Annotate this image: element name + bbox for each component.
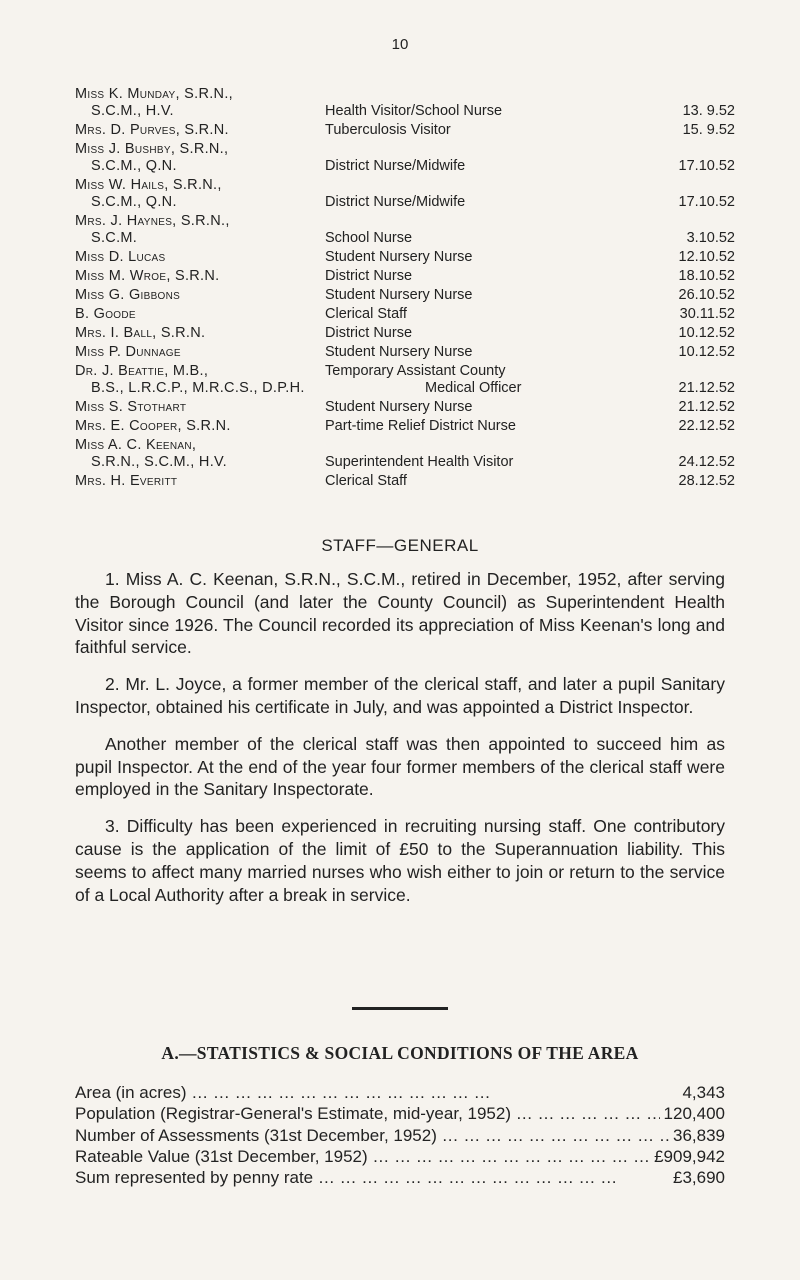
staff-name: Miss S. Stothart xyxy=(75,399,187,415)
appointment-row xyxy=(75,399,735,416)
appointment-row xyxy=(75,122,735,139)
appointment-date: 30.11.52 xyxy=(679,306,735,322)
staff-name: Miss P. Dunnage xyxy=(75,344,181,360)
staff-post: District Nurse xyxy=(325,325,413,341)
statistic-row xyxy=(75,1167,725,1188)
staff-name: B. Goode xyxy=(75,306,136,322)
statistic-row xyxy=(75,1125,725,1146)
staff-qualifications: S.R.N., S.C.M., H.V. xyxy=(91,454,227,470)
statistics-table xyxy=(75,1082,725,1188)
appointment-date: 13. 9.52 xyxy=(682,103,735,119)
appointment-date: 17.10.52 xyxy=(678,158,735,174)
staff-post: Superintendent Health Visitor xyxy=(325,454,514,470)
staff-name: Mrs. J. Haynes, S.R.N., xyxy=(75,213,230,229)
staff-post: District Nurse/Midwife xyxy=(325,194,466,210)
staff-name: Miss A. C. Keenan, xyxy=(75,437,197,453)
staff-post-continued: Medical Officer xyxy=(425,380,522,396)
appointment-date: 15. 9.52 xyxy=(682,122,735,138)
statistic-label: Area (in acres) … … … … … … … … … … … … … … xyxy=(75,1082,678,1103)
statistic-label: Sum represented by penny rate … … … … … … … … … … … … … … xyxy=(75,1167,669,1188)
staff-general-heading: STAFF—GENERAL xyxy=(321,536,479,555)
staff-name: Mrs. I. Ball, S.R.N. xyxy=(75,325,206,341)
staff-post: District Nurse xyxy=(325,268,413,284)
statistic-label: Population (Registrar-General's Estimate, mid-year, 1952) … … … … … … … … … … … … … … xyxy=(75,1103,660,1124)
appointments-list xyxy=(75,86,735,490)
paragraph: 2. Mr. L. Joyce, a former member of the clerical staff, and later a pupil Sanitary Inspector, obtained his certificate in July, and was appointed a District Inspector. xyxy=(75,674,725,717)
appointment-date: 21.12.52 xyxy=(678,380,735,396)
staff-post: Clerical Staff xyxy=(325,473,407,489)
staff-name: Mrs. H. Everitt xyxy=(75,473,178,489)
staff-qualifications: S.C.M. xyxy=(91,230,138,246)
appointment-row xyxy=(75,306,735,323)
staff-name: Miss G. Gibbons xyxy=(75,287,181,303)
appointment-row xyxy=(75,268,735,285)
statistic-row xyxy=(75,1146,725,1167)
appointment-row xyxy=(75,249,735,266)
staff-name: Miss D. Lucas xyxy=(75,249,166,265)
staff-post: Student Nursery Nurse xyxy=(325,344,473,360)
staff-name: Miss K. Munday, S.R.N., xyxy=(75,86,233,102)
page-number: 10 xyxy=(391,36,409,53)
appointment-row xyxy=(75,437,735,471)
appointment-row xyxy=(75,473,735,490)
statistic-value: 36,839 xyxy=(673,1125,725,1145)
section-divider xyxy=(352,1007,448,1010)
statistic-value: £3,690 xyxy=(673,1168,725,1188)
appointment-date: 28.12.52 xyxy=(678,473,735,489)
paragraph: Another member of the clerical staff was then appointed to succeed him as pupil Inspector. At the end of the year four former members of the clerical staff were employed in the Sanitary Inspectorate. xyxy=(75,733,725,800)
staff-post: Tuberculosis Visitor xyxy=(325,122,451,138)
statistic-value: 120,400 xyxy=(663,1104,725,1124)
appointment-date: 26.10.52 xyxy=(678,287,735,303)
appointment-date: 3.10.52 xyxy=(686,230,735,246)
appointment-date: 24.12.52 xyxy=(678,454,735,470)
staff-qualifications: B.S., L.R.C.P., M.R.C.S., D.P.H. xyxy=(91,380,305,396)
staff-qualifications: S.C.M., Q.N. xyxy=(91,194,177,210)
statistic-label: Rateable Value (31st December, 1952) … … … … … … … … … … … … … … xyxy=(75,1146,650,1167)
staff-post: District Nurse/Midwife xyxy=(325,158,466,174)
appointment-date: 12.10.52 xyxy=(678,249,735,265)
appointment-row xyxy=(75,177,735,211)
staff-name: Miss M. Wroe, S.R.N. xyxy=(75,268,220,284)
staff-name: Mrs. D. Purves, S.R.N. xyxy=(75,122,229,138)
staff-post: Student Nursery Nurse xyxy=(325,249,473,265)
staff-name: Dr. J. Beattie, M.B., xyxy=(75,363,209,379)
appointment-date: 21.12.52 xyxy=(678,399,735,415)
staff-post: Part-time Relief District Nurse xyxy=(325,418,516,434)
staff-qualifications: S.C.M., H.V. xyxy=(91,103,174,119)
appointment-row xyxy=(75,363,735,397)
staff-qualifications: S.C.M., Q.N. xyxy=(91,158,177,174)
appointment-date: 22.12.52 xyxy=(678,418,735,434)
appointment-row xyxy=(75,141,735,175)
statistics-heading: A.—STATISTICS & SOCIAL CONDITIONS OF THE AREA xyxy=(161,1043,639,1063)
appointment-row xyxy=(75,418,735,435)
staff-post: Student Nursery Nurse xyxy=(325,399,473,415)
staff-name: Miss W. Hails, S.R.N., xyxy=(75,177,222,193)
appointment-date: 17.10.52 xyxy=(678,194,735,210)
staff-general-body xyxy=(75,568,725,920)
staff-post: Clerical Staff xyxy=(325,306,407,322)
appointment-row xyxy=(75,287,735,304)
paragraph: 3. Difficulty has been experienced in recruiting nursing staff. One contributory cause is the application of the limit of £50 to the Superannuation liability. This seems to affect many married nurses who wish either to join or return to the service of a Local Authority after a break in service. xyxy=(75,816,725,905)
staff-name: Mrs. E. Cooper, S.R.N. xyxy=(75,418,231,434)
appointment-date: 18.10.52 xyxy=(678,268,735,284)
statistic-row xyxy=(75,1103,725,1124)
appointment-row xyxy=(75,344,735,361)
staff-post: School Nurse xyxy=(325,230,413,246)
appointment-row xyxy=(75,86,735,120)
staff-post: Student Nursery Nurse xyxy=(325,287,473,303)
appointment-row xyxy=(75,325,735,342)
statistic-row xyxy=(75,1082,725,1103)
staff-post: Temporary Assistant County xyxy=(325,363,506,379)
statistic-value: 4,343 xyxy=(682,1083,725,1102)
paragraph: 1. Miss A. C. Keenan, S.R.N., S.C.M., retired in December, 1952, after serving the Borough Council (and later the County Council) as Superintendent Health Visitor since 1926. The Council recorded its appreciation of Miss Keenan's long and faithful service. xyxy=(75,569,725,658)
statistic-value: £909,942 xyxy=(654,1146,725,1166)
appointment-date: 10.12.52 xyxy=(678,325,735,341)
appointment-date: 10.12.52 xyxy=(678,344,735,360)
statistic-label: Number of Assessments (31st December, 1952) … … … … … … … … … … … … … … xyxy=(75,1125,669,1146)
staff-name: Miss J. Bushby, S.R.N., xyxy=(75,141,229,157)
appointment-row xyxy=(75,213,735,247)
staff-post: Health Visitor/School Nurse xyxy=(325,103,503,119)
